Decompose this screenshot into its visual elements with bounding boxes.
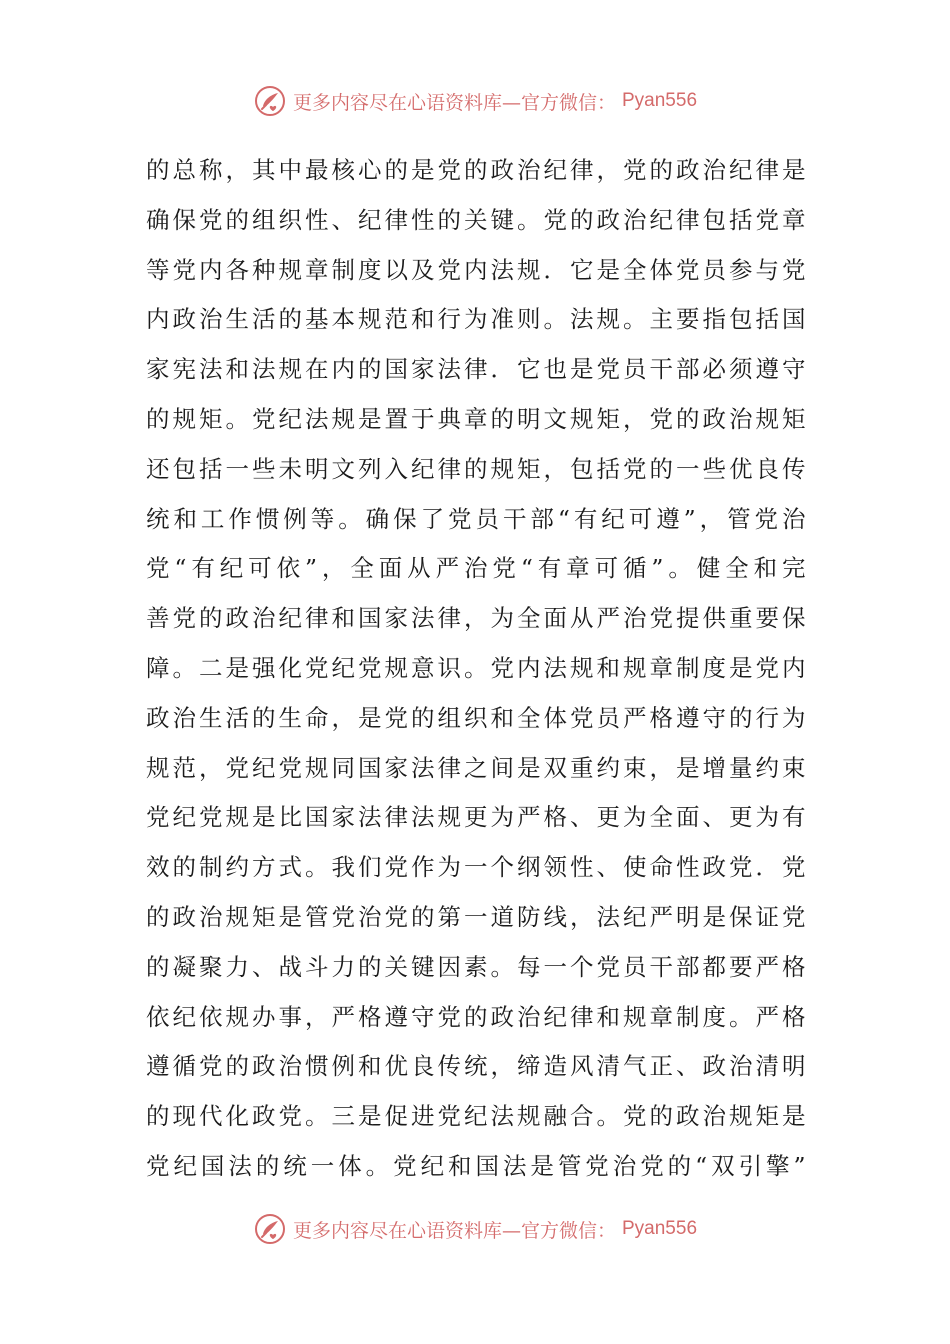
header-banner-text: 更多内容尽在心语资料库—官方微信：	[292, 91, 616, 114]
document-body	[146, 146, 806, 1192]
text-line: 等党内各种规章制度以及党内法规．它是全体党员参与党	[146, 255, 806, 284]
text-line: 效的制约方式。我们党作为一个纲领性、使命性政党．党	[146, 853, 806, 882]
header-banner	[0, 84, 950, 118]
text-line: 家宪法和法规在内的国家法律．它也是党员干部必须遵守	[146, 355, 806, 384]
text-line: 依纪依规办事，严格遵守党的政治纪律和规章制度。严格	[146, 1002, 806, 1031]
text-line: 的规矩。党纪法规是置于典章的明文规矩，党的政治规矩	[146, 404, 806, 433]
text-line: 党“有纪可依”，全面从严治党“有章可循”。健全和完	[146, 554, 806, 583]
text-line: 的凝聚力、战斗力的关键因素。每一个党员干部都要严格	[146, 952, 806, 981]
text-line: 还包括一些未明文列入纪律的规矩，包括党的一些优良传	[146, 454, 806, 483]
footer-banner-text: 更多内容尽在心语资料库—官方微信：	[292, 1219, 616, 1242]
text-line: 确保党的组织性、纪律性的关键。党的政治纪律包括党章	[146, 205, 806, 234]
text-line: 善党的政治纪律和国家法律，为全面从严治党提供重要保	[146, 604, 806, 633]
text-line: 内政治生活的基本规范和行为准则。法规。主要指包括国	[146, 305, 806, 334]
text-line: 遵循党的政治惯例和优良传统，缔造风清气正、政治清明	[146, 1052, 806, 1081]
header-banner-handle: Pyan556	[622, 90, 698, 111]
text-line: 党纪党规是比国家法律法规更为严格、更为全面、更为有	[146, 803, 806, 832]
text-line: 规范，党纪党规同国家法律之间是双重约束，是增量约束	[146, 753, 806, 782]
text-line: 统和工作惯例等。确保了党员干部“有纪可遵”，管党治	[146, 504, 806, 533]
pen-heart-logo-icon	[253, 84, 287, 118]
footer-banner-handle: Pyan556	[622, 1218, 698, 1239]
text-line: 的现代化政党。三是促进党纪法规融合。党的政治规矩是	[146, 1102, 806, 1131]
text-line: 党纪国法的统一体。党纪和国法是管党治党的“双引擎”	[146, 1151, 806, 1180]
text-line: 障。二是强化党纪党规意识。党内法规和规章制度是党内	[146, 653, 806, 682]
footer-banner	[0, 1212, 950, 1246]
text-line: 的政治规矩是管党治党的第一道防线，法纪严明是保证党	[146, 902, 806, 931]
text-line: 政治生活的生命，是党的组织和全体党员严格遵守的行为	[146, 703, 806, 732]
text-line: 的总称，其中最核心的是党的政治纪律，党的政治纪律是	[146, 156, 806, 184]
pen-heart-logo-icon	[253, 1212, 287, 1246]
